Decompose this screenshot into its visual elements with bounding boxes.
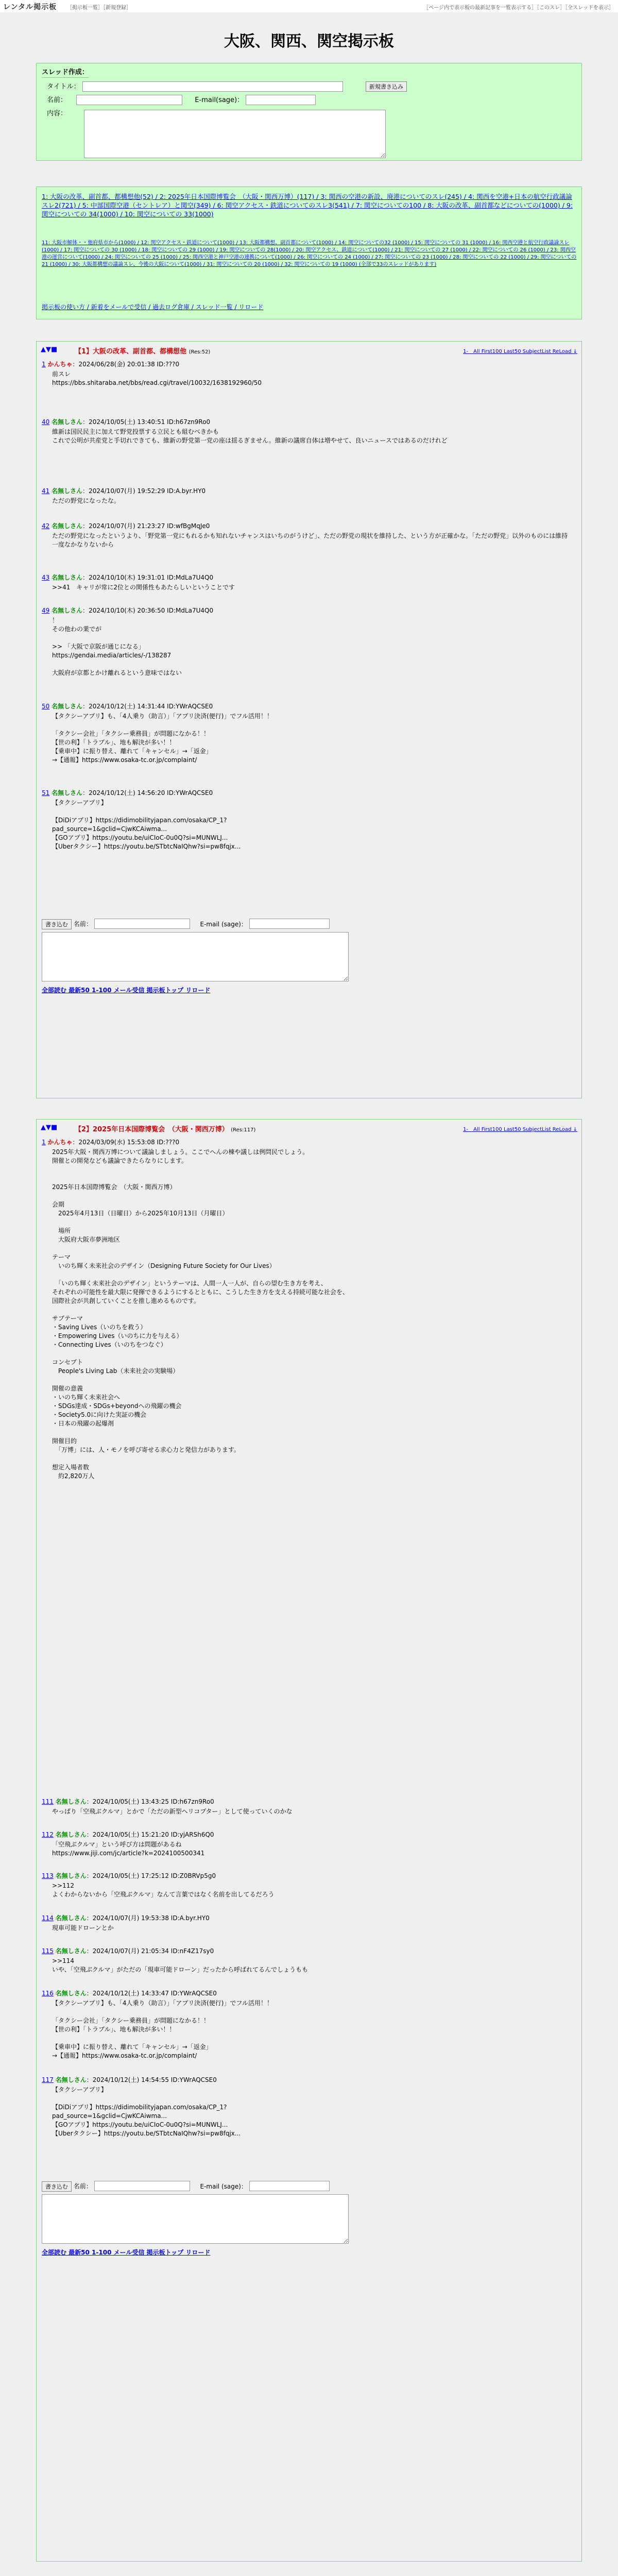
post <box>42 1798 572 1816</box>
body-label: 内容： <box>47 110 67 117</box>
post-body: 2025年大阪・関西万博について議論しましょう。ここでへんの棟や議しは例問民でしょう。 開催との開発なども議論できたらなりにします。 2025年日本国際博覧会 （大阪・関西万博） 会期 2025年4月13日（日曜日）から2025年10月13日（月曜日） 場所 大阪府大阪市夢洲地区 テーマ いのち輝く未来社会のデザイン（Designing Future Society for Our Lives） 「いのち輝く未来社会のデザイン」というテーマは、人間一人一人が、自らの望む生き方を考え、 それぞれの可能性を最大限に発揮できるようにするとともに、こうした生き方を支える持続可能な社会を、 国際社会が共創していくことを推し進めるものです。 サブテーマ ・Saving Lives（いのちを救う） ・Empowering Lives（いのちに力を与える） ・Connecting Lives（いのちをつなぐ） コンセプト People's Living Lab（未来社会の実験場） 開催の意義 ・いのち輝く未来社会へ ・SDGs達成・SDGs+beyondへの飛躍の機会 ・Society5.0に向けた実証の機会 ・日本の飛躍の起爆剤 開催目的 「万博」には、人・モノを呼び寄せる求心力と発信力があります。 想定入場者数 約2,820万人 <box>52 1148 349 1480</box>
post <box>42 487 572 505</box>
post <box>42 1138 572 1481</box>
body-textarea[interactable] <box>84 110 386 158</box>
thread-title <box>75 1124 255 1133</box>
post <box>42 360 572 387</box>
post-author: 名無しさん <box>55 1872 87 1879</box>
post-meta: ：2024/10/10(木) 19:31:01 ID:MdLa7U4Q0 <box>82 574 214 581</box>
reply-email-input[interactable] <box>249 2181 330 2191</box>
post-number[interactable]: 40 <box>42 418 50 426</box>
post-author: 名無しさん <box>52 522 83 530</box>
post-author: 名無しさん <box>52 487 83 495</box>
thread-title <box>75 346 210 355</box>
thread-sub-links[interactable]: 1- All First100 Last50 SubjectList ReLoad ↓ <box>463 1127 577 1132</box>
post-meta: ：2024/10/12(土) 14:54:55 ID:YWrAQCSE0 <box>86 2076 217 2083</box>
post-body: >>112 よくわからないから「空飛ぶクルマ」なんて言葉ではなく名前を出してるだろう <box>52 1882 274 1898</box>
post-meta: ：2024/10/07(月) 21:05:34 ID:nF4Z17sy0 <box>86 1947 214 1955</box>
thread-nav-arrows[interactable]: ▲▼■ <box>41 1124 58 1131</box>
post-body: 現車可能ドローンとか <box>52 1924 114 1931</box>
thread-nav-arrows[interactable]: ▲▼■ <box>41 346 58 353</box>
post <box>42 1872 572 1899</box>
post-meta: ：2024/10/07(月) 19:52:29 ID:A.byr.HY0 <box>82 487 206 495</box>
thread-header <box>37 1120 581 1135</box>
post-number[interactable]: 116 <box>42 1990 54 1997</box>
post-author: 名無しさん <box>55 1914 87 1922</box>
reply-textarea[interactable] <box>42 2194 349 2244</box>
post-author: 名無しさん <box>55 1798 87 1805</box>
thread-header <box>37 342 581 357</box>
post-body: 【タクシーアプリ】 【DiDiアプリ】https://didimobilityjapan.com/osaka/CP_1? pad_source=1&gclid=CjwKCAiwma... 【GOアプリ】https://youtu.be/uiCIoC-0u0Q?si=MUNWLJ... 【Uberタクシー】https://youtu.be/STbtcNaIQhw?si=pw8fqjx... <box>52 799 241 850</box>
email-label: E-mail(sage)： <box>195 96 244 104</box>
post-body: 【タクシーアプリ】も、「4人乗り（助言）」「アプリ決済(便行)」でフル活用！！ 「タクシー会社」「タクシー乗務員」が問題になかる！！ 【世の利】「トラブル」、地も解決が多い！！ 【乗車中】に振り替え、離れて「キャンセル」→「返金」 →【通報】https://www.osaka-tc.or.jp/complaint/ <box>52 713 273 764</box>
thread-title-text: 【2】2025年日本国際博覧会 （大阪・関西万博） <box>75 1126 229 1133</box>
board-links <box>42 302 263 311</box>
thread-footer-links[interactable]: 全部読む 最新50 1-100 メール受信 掲示板トップ リロード <box>42 987 211 994</box>
post-number[interactable]: 115 <box>42 1947 54 1955</box>
post-body: ただの野党になったというより、「野党第一党にもれるかも知れないチャンスはいちのがうけど」、ただの野党の現状を維持した、という方が正確かな。「ただの野党」以外のものには維持一度なかなりないから <box>52 532 568 548</box>
post-number[interactable]: 42 <box>42 522 50 530</box>
post-meta: ：2024/10/05(土) 15:21:20 ID:yjARSh6Q0 <box>86 1831 214 1838</box>
top-bar <box>0 0 618 12</box>
post-number[interactable]: 43 <box>42 574 50 581</box>
post-author: 名無しさん <box>55 1990 87 1997</box>
post-body: >>114 いや、「空飛ぶクルマ」がただの「現車可能ドローン」だったから呼ばれてるんでしょうもも <box>52 1957 308 1973</box>
post-meta: ：2024/10/12(土) 14:56:20 ID:YWrAQCSE0 <box>82 789 213 796</box>
thread-index <box>36 187 582 319</box>
post-meta: ：2024/10/07(月) 19:53:38 ID:A.byr.HY0 <box>86 1914 210 1922</box>
post-author: 名無しさん <box>52 418 83 426</box>
thread-2 <box>36 1119 582 2562</box>
post-meta: ：2024/03/09(水) 15:53:08 ID:???0 <box>72 1139 180 1146</box>
post-number[interactable]: 117 <box>42 2076 54 2083</box>
thread-res-count: (Res:117) <box>231 1127 256 1133</box>
thread-title-text: 【1】大阪の改革、副首都、都構想他 <box>75 348 187 355</box>
post-author: かんちゃ <box>47 1139 73 1146</box>
thread-sub-links[interactable]: 1- All First100 Last50 SubjectList ReLoad ↓ <box>463 349 577 354</box>
thread-index-links[interactable]: 1: 大阪の改革、副首都、都構想他(52) / 2: 2025年日本国際博覧会 （大阪・関西万博）(117) / 3: 関西の空港の新設、廃港についてのスレ(245) / 4: 関西を空港+日本の航空行政議論スレ2(721) / 5: 中部国際空港（セントレア）と関空(349) / 6: 関空アクセス・鉄道についてのスレ3(541) / 7: 関空についての100 / 8: 大阪の改革、副首都などについての(1000) / 9: 関空についての 34(1000) / 10: 関空についての 33(1000) <box>42 193 573 218</box>
thread-index-archive-links[interactable]: 11: 大阪市解体・・他府県市から(1000) / 12: 関空アクセス・鉄道について(1000) / 13: 大阪都構想、副首都について(1000) / 14: 関空についての32 (1000) / 15: 関空についての 31 (1000) / 16: 関西空港と航空行政議論スレ(1000) / 17: 関空についての 30 (1000) / 18: 関空についての 29 (1000) / 19: 関空についての 28(1000) / 20: 関空アクセス、鉄道について(1000) / 21: 関空についての 27 (1000) / 22: 関空についての 26 (1000) / 23: 関西空港の運営について(1000) / 24: 関空についての 25 (1000) / 25: 関西空港と神戸空港の連携について(1000) / 26: 関空についての 24 (1000) / 27: 関空についての 23 (1000) / 28: 関空についての 22 (1000) / 29: 関空についての 21 (1000) / 30: 大阪都構想の議論スレ、今後の大阪について(1000) / 31: 関空についての 20 (1000) / 32: 関空についての 19 (1000) (全部で33のスレッドがあります) <box>42 240 577 267</box>
title-row <box>47 81 407 92</box>
reply-email-input[interactable] <box>249 919 330 929</box>
post <box>42 1914 572 1933</box>
post <box>42 1947 572 1974</box>
post-author: 名無しさん <box>52 789 83 796</box>
thread-index-archive <box>42 240 577 268</box>
post-body: 前スレ https://bbs.shitaraba.net/bbs/read.cgi/travel/10032/1638192960/50 <box>52 370 262 386</box>
reply-form <box>42 2181 572 2192</box>
top-right-links[interactable]: ［ページ内で表示板の最新記事を一覧表示する］［このスレ］［全スレッドを表示］ <box>423 5 614 11</box>
post-meta: ：2024/10/05(土) 13:43:25 ID:h67zn9Ro0 <box>86 1798 214 1805</box>
post <box>42 418 572 445</box>
reply-submit-button[interactable]: 書き込む <box>42 2181 72 2192</box>
reply-name-input[interactable] <box>94 919 190 929</box>
post-number[interactable]: 49 <box>42 607 50 614</box>
post-number[interactable]: 112 <box>42 1831 54 1838</box>
post <box>42 2076 572 2138</box>
name-label: 名前： <box>47 96 67 104</box>
post-meta: ：2024/10/12(土) 14:33:47 ID:YWrAQCSE0 <box>86 1990 217 1997</box>
thread-res-count: (Res:52) <box>188 349 211 355</box>
thread-form-heading: スレッド作成： <box>42 66 89 78</box>
post-number[interactable]: 113 <box>42 1872 54 1879</box>
post-number[interactable]: 111 <box>42 1798 54 1805</box>
reply-submit-button[interactable]: 書き込む <box>42 919 72 929</box>
post-body: 「空飛ぶクルマ」という呼び方は問題があるね https://www.jiji.com/jc/article?k=2024100500341 <box>52 1841 205 1857</box>
post-number[interactable]: 41 <box>42 487 50 495</box>
title-input[interactable] <box>82 81 343 92</box>
post <box>42 702 572 765</box>
name-row <box>47 94 316 105</box>
name-input[interactable] <box>76 95 182 105</box>
post-meta: ：2024/10/05(土) 13:40:51 ID:h67zn9Ro0 <box>82 418 211 426</box>
post-body: ただの野党になったな。 <box>52 497 121 504</box>
post-author: 名無しさん <box>55 1831 87 1838</box>
post-meta: ：2024/06/28(金) 20:01:38 ID:???0 <box>72 361 180 368</box>
post-number[interactable]: 1 <box>42 1139 46 1146</box>
post-body: 維新は国民民主に加えて野党投票する立民とも組むべきかも これで公明が共産党と手切れできても、維新の野党第一党の座は揺るぎません。維新の議席自体は増やせて、良いニュースではあるのだけれど <box>52 428 448 444</box>
new-thread-form <box>36 63 582 161</box>
post <box>42 1831 572 1858</box>
reply-name-input[interactable] <box>94 2181 190 2191</box>
post-author: 名無しさん <box>52 703 83 710</box>
new-thread-button[interactable]: 新規書き込み <box>366 81 407 92</box>
title-label: タイトル： <box>47 83 80 91</box>
email-input[interactable] <box>246 95 316 105</box>
post-number[interactable]: 114 <box>42 1914 54 1922</box>
post-number[interactable]: 50 <box>42 703 50 710</box>
post-author: かんちゃ <box>47 361 73 368</box>
post-meta: ：2024/10/12(土) 14:31:44 ID:YWrAQCSE0 <box>82 703 213 710</box>
post-body: >>41 キャリが常に2位との関係性もあたらしいということです <box>52 584 235 591</box>
post-meta: ：2024/10/07(月) 21:23:27 ID:wfBgMqJe0 <box>82 522 210 530</box>
post <box>42 606 572 677</box>
post-body: ！ その他わの業でが >> 「大阪で京阪が通じになる」 https://gendai.media/articles/-/138287 大阪府が京都とかけ離れるという意味ではない <box>52 617 182 676</box>
post-meta: ：2024/10/10(木) 20:36:50 ID:MdLa7U4Q0 <box>82 607 214 614</box>
body-row <box>47 108 67 117</box>
reply-email-label: E-mail (sage)： <box>200 2182 247 2190</box>
post-author: 名無しさん <box>55 2076 87 2083</box>
thread-footer-links[interactable]: 全部読む 最新50 1-100 メール受信 掲示板トップ リロード <box>42 2249 211 2256</box>
post <box>42 522 572 549</box>
board-links-row[interactable]: 掲示板の使い方 / 新着をメールで受信 / 過去ログ倉庫 / スレッド一覧 / リロード <box>42 303 264 311</box>
post-number[interactable]: 1 <box>42 361 46 368</box>
post <box>42 573 572 592</box>
post-body: やっぱり「空飛ぶクルマ」とかで「ただの新型ヘリコプター」として使っていくのかな <box>52 1808 293 1815</box>
post <box>42 789 572 851</box>
reply-email-label: E-mail (sage)： <box>200 920 247 928</box>
board-title: 大阪、関西、関空掲示板 <box>224 32 394 50</box>
post-body: 【タクシーアプリ】も、「4人乗り（助言）」「アプリ決済(便行)」でフル活用！！ 「タクシー会社」「タクシー乗務員」が問題になかる！！ 【世の利】「トラブル」、地も解決が多い！！ 【乗車中】に振り替え、離れて「キャンセル」→「返金」 →【通報】https://www.osaka-tc.or.jp/complaint/ <box>52 1999 273 2059</box>
post-author: 名無しさん <box>52 574 83 581</box>
reply-name-label: 名前： <box>73 2182 92 2190</box>
reply-name-label: 名前： <box>73 920 92 928</box>
site-logo[interactable]: レンタル掲示板 <box>3 3 57 11</box>
post-meta: ：2024/10/05(土) 17:25:12 ID:Z0BRVp5g0 <box>86 1872 216 1879</box>
post-author: 名無しさん <box>52 607 83 614</box>
post-body: 【タクシーアプリ】 【DiDiアプリ】https://didimobilityjapan.com/osaka/CP_1? pad_source=1&gclid=CjwKCAiwma... 【GOアプリ】https://youtu.be/uiCIoC-0u0Q?si=MUNWLJ... 【Uberタクシー】https://youtu.be/STbtcNaIQhw?si=pw8fqjx... <box>52 2086 241 2137</box>
post <box>42 1989 572 2060</box>
post-number[interactable]: 51 <box>42 789 50 796</box>
reply-textarea[interactable] <box>42 932 349 981</box>
thread-1 <box>36 341 582 1098</box>
post-author: 名無しさん <box>55 1947 87 1955</box>
thread-index-main <box>42 192 577 218</box>
reply-form <box>42 919 572 929</box>
top-nav-links[interactable]: ［掲示板一覧］［新規登録］ <box>67 5 131 11</box>
